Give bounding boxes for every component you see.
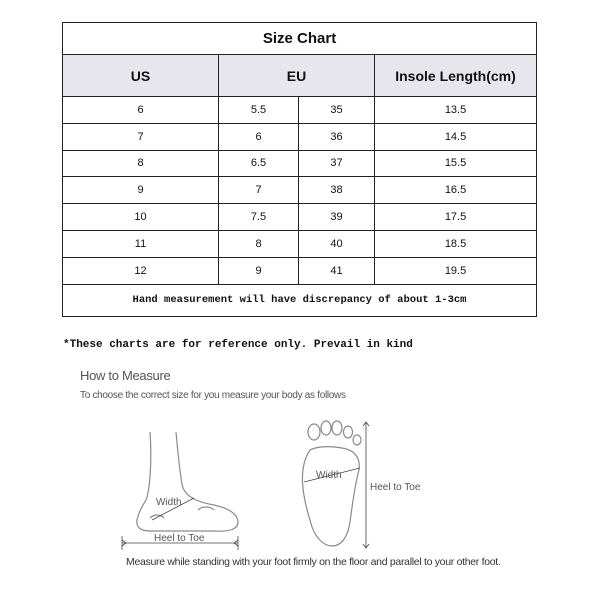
- header-row: [63, 55, 537, 97]
- measurement-note: Hand measurement will have discrepancy of about 1-3cm: [63, 284, 537, 316]
- cell-us: 8: [63, 150, 219, 177]
- cell-eu-b: 37: [299, 150, 375, 177]
- cell-eu-a: 6: [219, 123, 299, 150]
- cell-eu-b: 41: [299, 257, 375, 284]
- foot-measure-illustration: [110, 410, 440, 555]
- cell-insole: 18.5: [375, 230, 537, 257]
- cell-us: 7: [63, 123, 219, 150]
- table-row: [63, 97, 537, 124]
- sole-width-label: Width: [316, 470, 342, 481]
- cell-us: 6: [63, 97, 219, 124]
- cell-us: 12: [63, 257, 219, 284]
- table-row: [63, 204, 537, 231]
- how-to-measure-title: How to Measure: [80, 368, 171, 383]
- cell-insole: 17.5: [375, 204, 537, 231]
- cell-insole: 13.5: [375, 97, 537, 124]
- header-us: US: [63, 55, 219, 97]
- header-insole: Insole Length(cm): [375, 55, 537, 97]
- cell-eu-b: 35: [299, 97, 375, 124]
- cell-us: 11: [63, 230, 219, 257]
- cell-eu-b: 40: [299, 230, 375, 257]
- cell-us: 9: [63, 177, 219, 204]
- table-row: [63, 177, 537, 204]
- cell-eu-a: 6.5: [219, 150, 299, 177]
- reference-note: *These charts are for reference only. Prevail in kind: [63, 339, 413, 351]
- table-row: [63, 257, 537, 284]
- cell-eu-b: 38: [299, 177, 375, 204]
- table-row: [63, 150, 537, 177]
- side-heel-to-toe-label: Heel to Toe: [154, 533, 205, 544]
- header-eu: EU: [219, 55, 375, 97]
- cell-insole: 16.5: [375, 177, 537, 204]
- how-to-measure-subtitle: To choose the correct size for you measure your body as follows: [80, 390, 346, 401]
- chart-title: Size Chart: [63, 23, 537, 55]
- note-row: [63, 284, 537, 316]
- cell-eu-a: 7: [219, 177, 299, 204]
- table-row: [63, 230, 537, 257]
- table-row: [63, 123, 537, 150]
- side-width-label: Width: [156, 497, 182, 508]
- title-row: [63, 23, 537, 55]
- cell-eu-b: 36: [299, 123, 375, 150]
- size-chart-table: [62, 22, 537, 317]
- cell-eu-a: 9: [219, 257, 299, 284]
- cell-insole: 14.5: [375, 123, 537, 150]
- cell-us: 10: [63, 204, 219, 231]
- cell-insole: 15.5: [375, 150, 537, 177]
- sole-heel-to-toe-label: Heel to Toe: [370, 482, 421, 493]
- cell-eu-b: 39: [299, 204, 375, 231]
- cell-eu-a: 7.5: [219, 204, 299, 231]
- sole-foot-icon: [302, 421, 369, 548]
- cell-insole: 19.5: [375, 257, 537, 284]
- measure-caption: Measure while standing with your foot firmly on the floor and parallel to your other foot.: [126, 556, 501, 568]
- cell-eu-a: 5.5: [219, 97, 299, 124]
- cell-eu-a: 8: [219, 230, 299, 257]
